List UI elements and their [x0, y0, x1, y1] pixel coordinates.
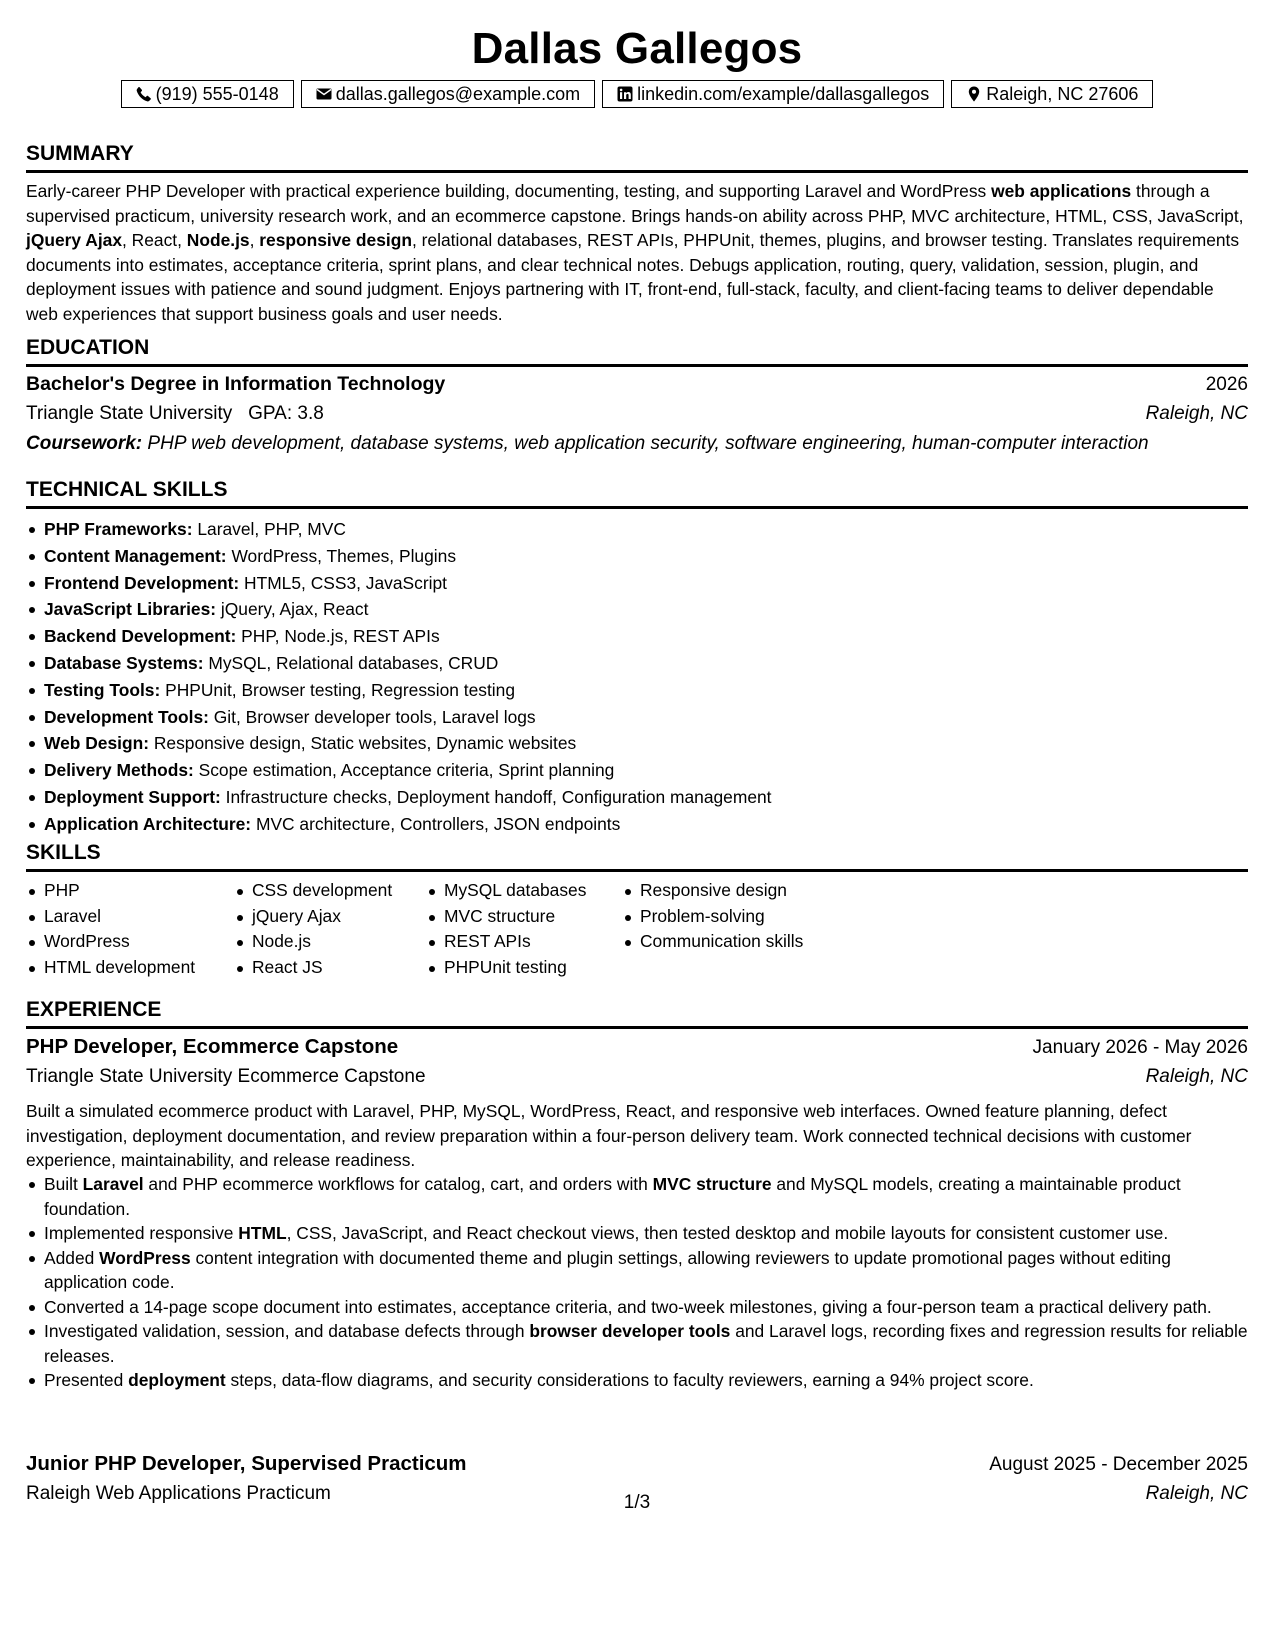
skill-item: MySQL databases	[426, 878, 622, 904]
skill-item: PHPUnit testing	[426, 955, 622, 981]
education-row-1	[26, 373, 1248, 396]
bullet-text: Implemented responsive	[44, 1223, 239, 1243]
bullet-text: Converted a 14-page scope document into estimates, acceptance criteria, and two-week milestones, giving a four-person team a practical delivery path.	[44, 1296, 1212, 1317]
summary-part: , React,	[122, 230, 187, 250]
tech-skill-label: Web Design:	[44, 733, 149, 754]
tech-skill-value: Git, Browser developer tools, Laravel logs	[213, 706, 536, 727]
tech-skill-value: PHP, Node.js, REST APIs	[241, 626, 440, 647]
school-location: Raleigh, NC	[1145, 403, 1248, 424]
technical-skills-heading: TECHNICAL SKILLS	[26, 477, 1248, 509]
bullet-text: content integration with documented theme and plugin settings, allowing reviewers to update promotional pages without editing application code.	[44, 1247, 1171, 1292]
skill-item: WordPress	[26, 929, 234, 955]
summary-keyword: jQuery Ajax	[26, 230, 123, 250]
tech-skill-value: MySQL, Relational databases, CRUD	[208, 652, 499, 673]
skill-item: Node.js	[234, 929, 426, 955]
job-bullet	[26, 1368, 1248, 1393]
contact-email[interactable]	[301, 80, 595, 108]
job-dates: January 2026 - May 2026	[1032, 1037, 1248, 1058]
email-text: dallas.gallegos@example.com	[335, 84, 581, 104]
degree-year: 2026	[1205, 374, 1248, 395]
job-org: Triangle State University Ecommerce Capstone	[26, 1066, 426, 1087]
tech-skill-item	[26, 677, 1248, 704]
tech-skill-label: Database Systems:	[44, 652, 204, 673]
coursework-label: Coursework:	[26, 433, 143, 454]
job-description: Built a simulated ecommerce product with Laravel, PHP, MySQL, WordPress, React, and responsive web interfaces. Owned feature planning, defect investigation, deployment documentation, and review preparation within a four-person delivery team. Work connected technical decisions with customer experience, maintainability, and release readiness.	[26, 1101, 1192, 1170]
summary-keyword: web applications	[991, 181, 1132, 201]
job-title: Junior PHP Developer, Supervised Practicum	[26, 1452, 467, 1475]
bullet-text: and PHP ecommerce workflows for catalog, cart, and orders with	[143, 1174, 653, 1194]
tech-skill-item	[26, 757, 1248, 784]
bullet-keyword: HTML	[238, 1223, 287, 1243]
tech-skill-value: Infrastructure checks, Deployment handoff, Configuration management	[225, 786, 772, 807]
tech-skill-label: Content Management:	[44, 545, 227, 566]
candidate-name: Dallas Gallegos	[471, 24, 803, 73]
contact-phone[interactable]	[121, 80, 294, 108]
tech-skill-item	[26, 704, 1248, 731]
skills-column-2	[234, 878, 426, 981]
envelope-icon	[316, 86, 332, 102]
bullet-text: Presented	[44, 1370, 129, 1390]
bullet-keyword: browser developer tools	[529, 1321, 731, 1341]
tech-skill-item	[26, 516, 1248, 543]
job-org: Raleigh Web Applications Practicum	[26, 1483, 331, 1504]
summary-keyword: responsive design	[259, 230, 412, 250]
tech-skill-label: Backend Development:	[44, 626, 237, 647]
tech-skill-label: Delivery Methods:	[44, 760, 194, 781]
tech-skill-item	[26, 543, 1248, 570]
skill-item: Problem-solving	[622, 904, 842, 930]
tech-skill-value: Scope estimation, Acceptance criteria, Sprint planning	[198, 760, 615, 781]
location-text: Raleigh, NC 27606	[986, 84, 1139, 104]
skills-column-1	[26, 878, 234, 981]
tech-skill-item	[26, 784, 1248, 811]
skill-item: Laravel	[26, 904, 234, 930]
page-number: 1/3	[623, 1492, 651, 1513]
gpa-text: GPA: 3.8	[248, 403, 324, 424]
skill-item: CSS development	[234, 878, 426, 904]
tech-skill-value: WordPress, Themes, Plugins	[231, 545, 457, 566]
skill-item: REST APIs	[426, 929, 622, 955]
contact-location	[951, 80, 1153, 108]
bullet-keyword: deployment	[128, 1370, 226, 1390]
job-title: PHP Developer, Ecommerce Capstone	[26, 1035, 399, 1058]
skills-column-4	[622, 878, 842, 981]
coursework-text: PHP web development, database systems, web application security, software engineering, human-computer interaction	[147, 433, 1149, 454]
job-location: Raleigh, NC	[1145, 1066, 1248, 1087]
linkedin-icon	[617, 86, 633, 102]
summary-heading: SUMMARY	[26, 141, 1248, 173]
bullet-keyword: Laravel	[82, 1174, 144, 1194]
job-1-bullets	[26, 1172, 1248, 1393]
tech-skill-value: Laravel, PHP, MVC	[197, 519, 346, 539]
skill-item: jQuery Ajax	[234, 904, 426, 930]
phone-icon	[136, 86, 152, 102]
bullet-text: Built	[44, 1174, 83, 1194]
tech-skill-label: Frontend Development:	[44, 572, 240, 593]
tech-skill-label: Development Tools:	[44, 706, 209, 727]
bullet-keyword: WordPress	[99, 1247, 191, 1268]
tech-skill-item	[26, 570, 1248, 597]
school-text: Triangle State University	[26, 403, 233, 424]
skill-item: HTML development	[26, 955, 234, 981]
technical-skills-list	[26, 516, 1248, 838]
contact-bar	[26, 80, 1248, 108]
bullet-text: , CSS, JavaScript, and React checkout views, then tested desktop and mobile layouts for consistent customer use.	[286, 1223, 1169, 1243]
skill-item: MVC structure	[426, 904, 622, 930]
tech-skill-value: PHPUnit, Browser testing, Regression testing	[165, 679, 515, 700]
resume-page	[26, 0, 1248, 1650]
skill-item: React JS	[234, 955, 426, 981]
job-1-header	[26, 1035, 1248, 1059]
job-bullet	[26, 1172, 1248, 1221]
tech-skill-value: Responsive design, Static websites, Dynamic websites	[153, 733, 577, 754]
job-dates: August 2025 - December 2025	[989, 1454, 1248, 1475]
linkedin-text: linkedin.com/example/dallasgallegos	[637, 84, 930, 104]
degree-title: Bachelor's Degree in Information Technology	[26, 373, 446, 395]
tech-skill-label: Deployment Support:	[44, 786, 221, 807]
job-2-header	[26, 1452, 1248, 1476]
skill-item: PHP	[26, 878, 234, 904]
skill-item: Communication skills	[622, 929, 842, 955]
tech-skill-item	[26, 650, 1248, 677]
contact-linkedin[interactable]	[602, 80, 944, 108]
tech-skill-label: Testing Tools:	[44, 679, 161, 700]
summary-part: , relational databases, REST APIs, PHPUnit, themes, plugins, and browser testing. Translates requirements documents into estimates, acceptance criteria, sprint plans, and clear technical notes. Debugs application, routing, query, validation, session, plugin, and deployment issues with patience and sound judgment. Enjoys partnering with IT, front-end, full-stack, faculty, and client-facing teams to deliver dependable web experiences that support business goals and user needs.	[26, 230, 1240, 324]
summary-part: ,	[249, 230, 260, 250]
bullet-text: and MySQL models, creating a maintainable product foundation.	[44, 1174, 1181, 1219]
job-bullet	[26, 1246, 1248, 1295]
tech-skill-item	[26, 596, 1248, 623]
map-pin-icon	[966, 86, 982, 102]
tech-skill-label: Application Architecture:	[44, 813, 252, 834]
tech-skill-value: MVC architecture, Controllers, JSON endpoints	[255, 813, 621, 834]
job-bullet	[26, 1295, 1248, 1320]
job-bullet	[26, 1221, 1248, 1246]
tech-skill-label: JavaScript Libraries:	[44, 599, 217, 620]
education-row-2	[26, 403, 1248, 425]
bullet-text: and Laravel logs, recording fixes and regression results for reliable releases.	[44, 1321, 1248, 1366]
bullet-text: Added	[44, 1247, 100, 1268]
coursework-row	[26, 433, 1248, 455]
bullet-keyword: MVC structure	[652, 1174, 772, 1194]
job-1-subheader	[26, 1066, 1248, 1088]
skills-grid	[26, 878, 842, 981]
summary-part: Early-career PHP Developer with practical experience building, documenting, testing, and supporting Laravel and WordPress	[26, 181, 992, 201]
skills-heading: SKILLS	[26, 840, 1248, 872]
bullet-text: Investigated validation, session, and database defects through	[44, 1321, 530, 1341]
summary-text	[26, 179, 1248, 326]
tech-skill-value: HTML5, CSS3, JavaScript	[244, 572, 447, 593]
tech-skill-item	[26, 811, 1248, 838]
job-location: Raleigh, NC	[1145, 1483, 1248, 1504]
coursework	[26, 433, 1149, 455]
job-bullet	[26, 1319, 1248, 1368]
summary-part: through a supervised practicum, university research work, and an ecommerce capstone. Brings hands-on ability across PHP, MVC architecture, HTML, CSS, JavaScript,	[26, 181, 1244, 226]
education-heading: EDUCATION	[26, 335, 1248, 367]
skills-column-3	[426, 878, 622, 981]
school-name	[26, 403, 324, 425]
tech-skill-item	[26, 623, 1248, 650]
bullet-text: steps, data-flow diagrams, and security considerations to faculty reviewers, earning a 94% project score.	[225, 1370, 1034, 1390]
tech-skill-label: PHP Frameworks:	[44, 519, 193, 539]
summary-keyword: Node.js	[186, 230, 250, 250]
tech-skill-item	[26, 730, 1248, 757]
tech-skill-value: jQuery, Ajax, React	[220, 599, 369, 620]
phone-text: (919) 555-0148	[155, 84, 279, 104]
skill-item: Responsive design	[622, 878, 842, 904]
experience-heading: EXPERIENCE	[26, 997, 1248, 1029]
